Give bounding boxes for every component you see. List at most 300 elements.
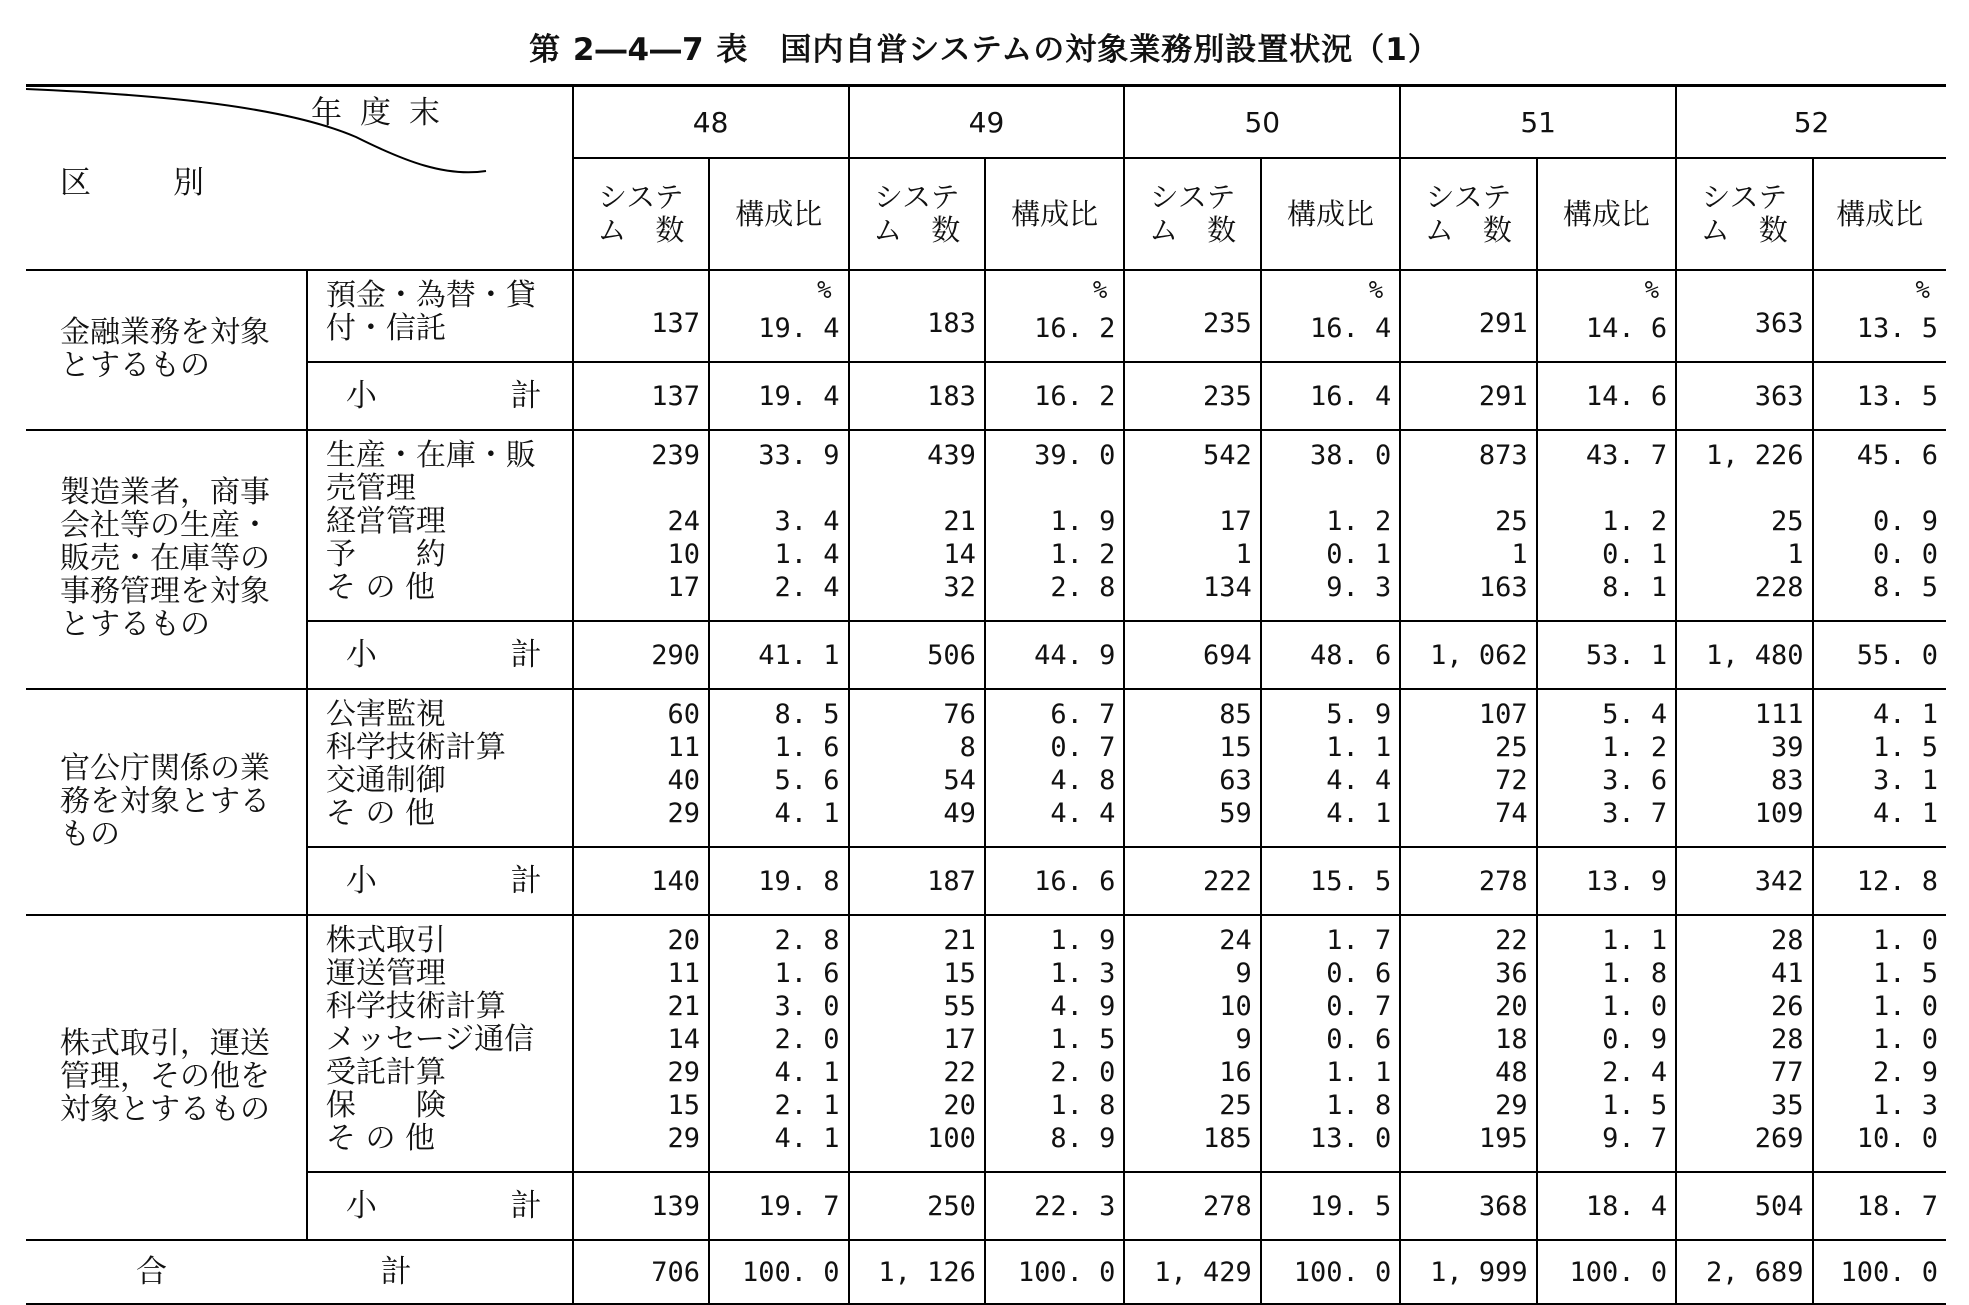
subtotal-system-count: 694 — [1124, 621, 1260, 689]
ratio-value — [985, 270, 1124, 362]
ratio-value-line: 14. 6 — [1585, 313, 1668, 344]
table-title: 第 2―4―7 表 国内自営システムの対象業務別設置状況（1） — [529, 32, 1440, 68]
system-count-line: 41 — [1770, 958, 1804, 989]
system-count-line: 21 — [943, 925, 976, 956]
ratio-value-line: 1. 2 — [1602, 732, 1668, 763]
total-label-right: 計 — [380, 1253, 412, 1290]
subtotal-ratio: 14. 6 — [1537, 362, 1676, 430]
item-labels-line: 生産・在庫・販 — [325, 438, 536, 473]
system-count — [1400, 689, 1536, 847]
ratio-value-line: 1. 0 — [1872, 925, 1938, 956]
subtotal-label-left: 小 — [345, 862, 377, 899]
subtotal-system-count: 235 — [1124, 362, 1260, 430]
system-count-line: 25 — [1219, 1090, 1252, 1121]
system-count-line: 77 — [1770, 1057, 1804, 1088]
system-count — [1124, 915, 1260, 1172]
ratio-value-line: 4. 4 — [1050, 798, 1116, 829]
system-count — [573, 430, 709, 621]
system-count-line: 54 — [943, 765, 976, 796]
subtotal-ratio: 15. 5 — [1261, 847, 1400, 915]
system-count-line: 55 — [943, 991, 976, 1022]
ratio-value-line: 0. 6 — [1326, 958, 1392, 989]
group-name-line: 金融業務を対象 — [60, 315, 270, 350]
ratio-value-line: 4. 1 — [774, 1123, 840, 1154]
ratio-value-line: 5. 9 — [1326, 699, 1392, 730]
system-count-line — [1401, 472, 1527, 505]
ratio-value — [709, 689, 848, 847]
system-count-line: 29 — [1495, 1090, 1528, 1121]
ratio-header: 構成比 — [1537, 158, 1676, 270]
ratio-value — [1813, 270, 1947, 362]
year-header: 48 — [573, 86, 849, 159]
year-header: 49 — [849, 86, 1125, 159]
system-count — [1676, 270, 1812, 362]
system-count — [1676, 689, 1812, 847]
item-labels-line: 科学技術計算 — [325, 730, 506, 765]
group-name-line: とするもの — [60, 607, 210, 642]
system-count — [1124, 270, 1260, 362]
system-count-line: 48 — [1495, 1057, 1528, 1088]
system-count-line: 873 — [1478, 440, 1528, 471]
system-count-line: 85 — [1219, 699, 1252, 730]
system-count-line: 10 — [667, 539, 701, 570]
system-count — [1676, 915, 1812, 1172]
system-count-line: 291 — [1478, 307, 1528, 339]
ratio-value — [1261, 915, 1400, 1172]
system-count-line: 185 — [1203, 1123, 1252, 1154]
subtotal-ratio: 18. 7 — [1813, 1172, 1947, 1240]
total-ratio: 100. 0 — [985, 1240, 1124, 1304]
year-header: 50 — [1124, 86, 1400, 159]
subtotal-label — [307, 621, 573, 689]
item-labels — [307, 430, 573, 621]
percent-mark: % — [1644, 276, 1660, 304]
item-labels-line: 公害監視 — [325, 697, 446, 732]
system-count-line: 137 — [651, 307, 701, 339]
ratio-value-line: 1. 0 — [1872, 1024, 1938, 1055]
system-count — [1400, 915, 1536, 1172]
item-labels-line: 交通制御 — [325, 763, 446, 798]
subtotal-system-count: 140 — [573, 847, 709, 915]
subtotal-label — [307, 1172, 573, 1240]
subtotal-ratio: 12. 8 — [1813, 847, 1947, 915]
group-name-line: 株式取引，運送 — [60, 1026, 270, 1061]
subtotal-system-count: 139 — [573, 1172, 709, 1240]
subtotal-ratio: 19. 8 — [709, 847, 848, 915]
ratio-value-line — [1262, 472, 1391, 505]
subtotal-system-count: 278 — [1124, 1172, 1260, 1240]
system-count-line: 20 — [667, 925, 701, 956]
subtotal-ratio: 48. 6 — [1261, 621, 1400, 689]
total-label — [26, 1240, 573, 1304]
item-labels-line: そ の 他 — [325, 570, 435, 605]
year-end-label: 年度末 — [311, 95, 458, 131]
subtotal-ratio: 19. 7 — [709, 1172, 848, 1240]
subtotal-ratio: 16. 2 — [985, 362, 1124, 430]
ratio-value-line: 0. 6 — [1326, 1024, 1392, 1055]
system-count-line: 29 — [667, 1057, 701, 1088]
data-table — [26, 84, 1946, 1305]
system-count-line: 239 — [651, 440, 701, 471]
total-system-count: 1, 429 — [1124, 1240, 1260, 1304]
system-count-line: 25 — [1495, 506, 1528, 537]
system-count-line: 1 — [1235, 539, 1252, 570]
ratio-value-line: 1. 0 — [1872, 991, 1938, 1022]
systems-header-line1: システ — [1425, 180, 1512, 214]
system-count-line: 269 — [1754, 1123, 1804, 1154]
subtotal-label-right: 計 — [510, 862, 542, 899]
group-name — [26, 915, 307, 1240]
system-count-line: 111 — [1754, 699, 1804, 730]
ratio-value — [709, 915, 848, 1172]
ratio-value-line: 4. 1 — [1872, 798, 1938, 829]
ratio-value-line: 4. 1 — [774, 1057, 840, 1088]
subtotal-system-count: 1, 062 — [1400, 621, 1536, 689]
group-name-line: 管理，その他を — [60, 1059, 270, 1094]
total-ratio: 100. 0 — [1261, 1240, 1400, 1304]
system-count-line: 28 — [1770, 925, 1804, 956]
ratio-value — [1813, 915, 1947, 1172]
system-count-line: 195 — [1478, 1123, 1528, 1154]
total-system-count: 1, 126 — [849, 1240, 985, 1304]
system-count-line: 1 — [1511, 539, 1528, 570]
system-count-line: 40 — [667, 765, 701, 796]
subtotal-ratio: 16. 6 — [985, 847, 1124, 915]
item-labels-line: 科学技術計算 — [325, 989, 506, 1024]
item-labels-line: 受託計算 — [325, 1055, 446, 1090]
subtotal-system-count: 506 — [849, 621, 985, 689]
system-count-line: 542 — [1203, 440, 1252, 471]
ratio-value — [1537, 270, 1676, 362]
systems-count-header — [1676, 158, 1812, 270]
ratio-value-line: 8. 1 — [1602, 572, 1668, 603]
item-labels-line: 付・信託 — [325, 311, 446, 346]
system-count-line: 17 — [667, 572, 701, 603]
ratio-value-line: 1. 5 — [1872, 958, 1938, 989]
item-labels-line: 株式取引 — [325, 923, 446, 958]
system-count-line: 60 — [667, 699, 701, 730]
ratio-value-line: 0. 0 — [1872, 539, 1938, 570]
group-name — [26, 430, 307, 689]
ratio-value-line: 4. 8 — [1050, 765, 1116, 796]
system-count — [573, 689, 709, 847]
ratio-value-line: 3. 4 — [774, 506, 840, 537]
ratio-value-line: 9. 3 — [1326, 572, 1392, 603]
subtotal-ratio: 19. 5 — [1261, 1172, 1400, 1240]
ratio-value-line: 1. 2 — [1050, 539, 1116, 570]
ratio-value — [709, 270, 848, 362]
system-count — [849, 915, 985, 1172]
total-label-left: 合 — [136, 1253, 167, 1290]
ratio-value-line — [1814, 472, 1939, 505]
percent-mark: % — [817, 276, 832, 304]
group-name-line: 製造業者，商事 — [60, 475, 270, 510]
system-count-line: 8 — [959, 732, 976, 763]
subtotal-label-right: 計 — [510, 636, 542, 673]
ratio-value — [985, 915, 1124, 1172]
group-name-line: 官公庁関係の業 — [60, 750, 270, 786]
ratio-value-line: 1. 7 — [1326, 925, 1392, 956]
subtotal-label — [307, 847, 573, 915]
system-count — [1124, 430, 1260, 621]
subtotal-ratio: 16. 4 — [1261, 362, 1400, 430]
system-count-line: 22 — [943, 1057, 976, 1088]
system-count — [1676, 430, 1812, 621]
subtotal-label-right: 計 — [510, 377, 542, 414]
item-labels-line: 運送管理 — [325, 956, 446, 991]
system-count-line: 25 — [1770, 506, 1804, 537]
subtotal-label-left: 小 — [345, 1187, 377, 1224]
system-count-line — [574, 472, 700, 505]
subtotal-ratio: 19. 4 — [709, 362, 848, 430]
ratio-value-line: 16. 4 — [1309, 313, 1392, 344]
systems-count-header — [573, 158, 709, 270]
system-count — [849, 689, 985, 847]
subtotal-ratio: 55. 0 — [1813, 621, 1947, 689]
ratio-value-line: 1. 2 — [1326, 506, 1392, 537]
ratio-value-line: 2. 9 — [1872, 1057, 1938, 1088]
subtotal-system-count: 290 — [573, 621, 709, 689]
system-count-line: 109 — [1754, 798, 1804, 829]
ratio-value-line: 1. 2 — [1602, 506, 1668, 537]
corner-header — [26, 86, 573, 271]
ratio-header: 構成比 — [709, 158, 848, 270]
total-ratio: 100. 0 — [1813, 1240, 1947, 1304]
ratio-value-line — [710, 472, 839, 505]
system-count-line: 20 — [943, 1090, 976, 1121]
ratio-value-line: 6. 7 — [1050, 699, 1116, 730]
item-labels-line: そ の 他 — [325, 796, 435, 831]
ratio-value-line: 0. 7 — [1050, 732, 1116, 763]
ratio-value-line — [1538, 472, 1667, 505]
ratio-value-line: 2. 4 — [1602, 1057, 1668, 1088]
ratio-value-line: 9. 7 — [1602, 1123, 1668, 1154]
system-count-line: 1, 226 — [1705, 440, 1804, 471]
ratio-value-line: 8. 9 — [1050, 1123, 1116, 1154]
ratio-value-line: 13. 0 — [1309, 1123, 1392, 1154]
system-count-line: 22 — [1495, 925, 1528, 956]
systems-header-line1: システ — [1701, 180, 1788, 214]
ratio-value — [1537, 915, 1676, 1172]
system-count-line: 10 — [1219, 991, 1252, 1022]
ratio-value — [1261, 270, 1400, 362]
system-count-line: 16 — [1219, 1057, 1252, 1088]
item-labels-line: メッセージ通信 — [325, 1022, 535, 1057]
system-count-line: 134 — [1203, 572, 1252, 603]
systems-header-line1: システ — [1149, 180, 1236, 214]
item-labels-line: 預金・為替・貸 — [325, 278, 536, 313]
system-count-line: 15 — [943, 958, 976, 989]
ratio-value-line: 2. 0 — [774, 1024, 840, 1055]
ratio-value-line: 0. 9 — [1872, 506, 1938, 537]
total-system-count: 2, 689 — [1676, 1240, 1812, 1304]
ratio-value-line: 1. 5 — [1872, 732, 1938, 763]
ratio-value-line: 1. 1 — [1326, 1057, 1392, 1088]
ratio-value-line: 4. 1 — [774, 798, 840, 829]
systems-header-line2: ム 数 — [1700, 213, 1788, 247]
ratio-value-line: 0. 1 — [1602, 539, 1668, 570]
system-count-line: 83 — [1770, 765, 1804, 796]
ratio-value-line: 1. 1 — [1602, 925, 1668, 956]
system-count-line — [1677, 472, 1803, 505]
subtotal-system-count: 342 — [1676, 847, 1812, 915]
subtotal-system-count: 504 — [1676, 1172, 1812, 1240]
system-count-line — [850, 472, 976, 505]
system-count-line: 1 — [1787, 539, 1804, 570]
ratio-value-line: 3. 1 — [1872, 765, 1938, 796]
ratio-value-line: 1. 8 — [1602, 958, 1668, 989]
system-count — [849, 270, 985, 362]
system-count-line: 72 — [1495, 765, 1528, 796]
systems-header-line1: システ — [598, 180, 684, 214]
ratio-value-line: 8. 5 — [774, 699, 840, 730]
ratio-value-line: 45. 6 — [1856, 440, 1938, 471]
ratio-value-line: 2. 1 — [774, 1090, 840, 1121]
ratio-header: 構成比 — [1261, 158, 1400, 270]
subtotal-system-count: 278 — [1400, 847, 1536, 915]
ratio-value-line: 1. 4 — [774, 539, 840, 570]
system-count-line: 100 — [927, 1123, 976, 1154]
ratio-value — [1537, 689, 1676, 847]
system-count-line: 15 — [667, 1090, 701, 1121]
ratio-value-line: 4. 9 — [1050, 991, 1116, 1022]
subtotal-ratio: 13. 5 — [1813, 362, 1947, 430]
system-count-line: 63 — [1219, 765, 1252, 796]
ratio-value-line: 5. 4 — [1602, 699, 1668, 730]
group-name-line: とするもの — [60, 348, 210, 383]
ratio-value-line: 1. 3 — [1050, 958, 1116, 989]
system-count-line: 9 — [1235, 1024, 1252, 1055]
system-count-line: 76 — [943, 699, 976, 730]
system-count-line: 14 — [943, 539, 976, 570]
subtotal-label-left: 小 — [345, 377, 377, 414]
system-count-line: 35 — [1770, 1090, 1804, 1121]
subtotal-system-count: 187 — [849, 847, 985, 915]
group-name-line: 会社等の生産・ — [60, 508, 270, 543]
system-count-line: 183 — [927, 307, 976, 339]
subtotal-system-count: 250 — [849, 1172, 985, 1240]
system-count-line: 24 — [1219, 925, 1252, 956]
systems-header-line2: ム 数 — [1149, 213, 1237, 247]
system-count — [573, 915, 709, 1172]
total-ratio: 100. 0 — [1537, 1240, 1676, 1304]
system-count-line: 36 — [1495, 958, 1528, 989]
ratio-value-line: 43. 7 — [1585, 440, 1668, 471]
system-count-line: 9 — [1235, 958, 1252, 989]
subtotal-label — [307, 362, 573, 430]
ratio-header: 構成比 — [985, 158, 1124, 270]
system-count-line: 49 — [943, 798, 976, 829]
ratio-value — [985, 430, 1124, 621]
system-count-line: 163 — [1478, 572, 1528, 603]
system-count-line: 29 — [667, 1123, 701, 1154]
year-header: 52 — [1676, 86, 1946, 159]
ratio-value — [1813, 689, 1947, 847]
ratio-value-line: 0. 9 — [1602, 1024, 1668, 1055]
system-count — [1124, 689, 1260, 847]
item-labels-line: 予 約 — [325, 537, 446, 572]
ratio-value-line: 2. 8 — [774, 925, 840, 956]
subtotal-ratio: 53. 1 — [1537, 621, 1676, 689]
system-count-line: 21 — [943, 506, 976, 537]
ratio-value — [985, 689, 1124, 847]
ratio-value-line: 1. 5 — [1602, 1090, 1668, 1121]
subtotal-system-count: 363 — [1676, 362, 1812, 430]
system-count-line: 17 — [943, 1024, 976, 1055]
ratio-value-line: 1. 8 — [1326, 1090, 1392, 1121]
item-labels — [307, 270, 573, 362]
ratio-value-line: 13. 5 — [1856, 313, 1938, 344]
group-name — [26, 270, 307, 430]
system-count — [849, 430, 985, 621]
system-count-line: 15 — [1219, 732, 1252, 763]
subtotal-ratio: 44. 9 — [985, 621, 1124, 689]
ratio-value — [1261, 430, 1400, 621]
ratio-value-line: 2. 8 — [1050, 572, 1116, 603]
item-labels-line: そ の 他 — [325, 1121, 435, 1156]
system-count-line: 28 — [1770, 1024, 1804, 1055]
subtotal-ratio: 41. 1 — [709, 621, 848, 689]
system-count-line: 24 — [667, 506, 701, 537]
group-name-line: 販売・在庫等の — [60, 541, 270, 576]
subtotal-label-left: 小 — [345, 636, 377, 673]
ratio-value-line: 1. 6 — [774, 732, 840, 763]
systems-header-line1: システ — [873, 180, 960, 214]
ratio-value-line: 10. 0 — [1856, 1123, 1938, 1154]
system-count-line: 439 — [927, 440, 976, 471]
system-count-line: 26 — [1770, 991, 1804, 1022]
ratio-value-line: 1. 0 — [1602, 991, 1668, 1022]
systems-count-header — [1124, 158, 1260, 270]
systems-header-line2: ム 数 — [597, 213, 685, 247]
subtotal-system-count: 1, 480 — [1676, 621, 1812, 689]
system-count — [573, 270, 709, 362]
ratio-value-line: 1. 9 — [1050, 506, 1116, 537]
subtotal-ratio: 22. 3 — [985, 1172, 1124, 1240]
ratio-value-line: 38. 0 — [1309, 440, 1392, 471]
ratio-value — [709, 430, 848, 621]
system-count-line — [1125, 472, 1251, 505]
ratio-value-line — [986, 472, 1115, 505]
item-labels-line: 経営管理 — [325, 504, 446, 539]
ratio-value-line: 2. 0 — [1050, 1057, 1116, 1088]
ratio-value-line: 1. 9 — [1050, 925, 1116, 956]
item-labels-line: 保 険 — [325, 1088, 446, 1123]
subtotal-system-count: 183 — [849, 362, 985, 430]
ratio-value — [1537, 430, 1676, 621]
ratio-value-line: 3. 7 — [1602, 798, 1668, 829]
system-count-line: 363 — [1754, 307, 1804, 339]
item-labels — [307, 915, 573, 1172]
group-name — [26, 689, 307, 915]
ratio-value-line: 19. 4 — [758, 313, 840, 344]
system-count-line: 59 — [1219, 798, 1252, 829]
system-count-line: 235 — [1203, 307, 1252, 339]
subtotal-system-count: 137 — [573, 362, 709, 430]
ratio-value-line: 4. 1 — [1326, 798, 1392, 829]
system-count-line: 11 — [667, 958, 701, 989]
group-name-line: 務を対象とする — [60, 783, 270, 819]
ratio-value-line: 1. 1 — [1326, 732, 1392, 763]
system-count-line: 18 — [1495, 1024, 1528, 1055]
system-count-line: 14 — [667, 1024, 701, 1055]
group-name-line: もの — [60, 816, 120, 852]
subtotal-system-count: 368 — [1400, 1172, 1536, 1240]
total-system-count: 1, 999 — [1400, 1240, 1536, 1304]
percent-mark: % — [1092, 276, 1108, 304]
year-header: 51 — [1400, 86, 1676, 159]
ratio-value-line: 5. 6 — [774, 765, 840, 796]
